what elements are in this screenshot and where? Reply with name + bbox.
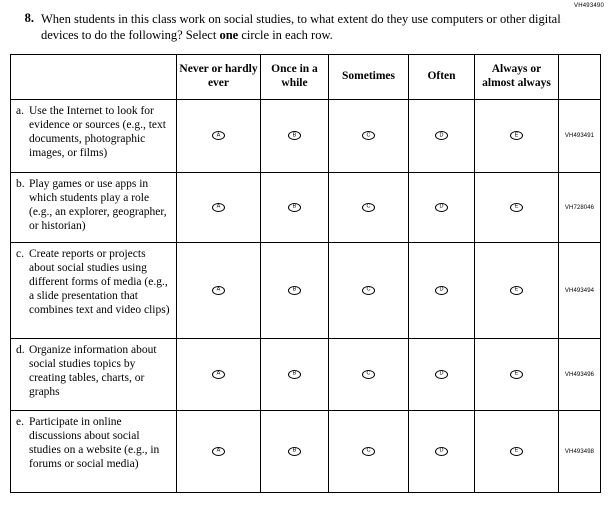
bubble-letter: C (366, 203, 371, 210)
radio-bubble-icon[interactable] (288, 370, 301, 379)
row-stem-c (11, 243, 177, 339)
bubble-letter: D (439, 286, 444, 293)
question-number: 8. (24, 11, 34, 25)
radio-bubble-icon[interactable] (435, 447, 448, 456)
radio-bubble-icon[interactable] (362, 131, 375, 140)
option-e-sometimes[interactable] (329, 411, 409, 493)
table-row (11, 411, 601, 493)
bubble-letter: D (439, 131, 444, 138)
table-row (11, 339, 601, 411)
option-b-sometimes[interactable] (329, 173, 409, 243)
radio-bubble-icon[interactable] (435, 203, 448, 212)
question-prompt (14, 11, 574, 43)
option-b-always-or-almost-always[interactable] (475, 173, 559, 243)
row-letter-a: a. (16, 105, 24, 117)
option-d-often[interactable] (409, 339, 475, 411)
option-d-once-in-a-while[interactable] (261, 339, 329, 411)
matrix-header-row (11, 55, 601, 100)
bubble-letter: A (216, 370, 221, 377)
radio-bubble-icon[interactable] (362, 370, 375, 379)
bubble-letter: E (514, 203, 519, 210)
bubble-letter: B (292, 131, 297, 138)
bubble-letter: B (292, 203, 297, 210)
bubble-letter: C (366, 131, 371, 138)
bubble-letter: A (216, 131, 221, 138)
radio-bubble-icon[interactable] (288, 131, 301, 140)
option-c-often[interactable] (409, 243, 475, 339)
bubble-letter: D (439, 370, 444, 377)
row-text-c: Create reports or projects about social studies using different forms of media (e.g., a slide presentation that combines text and video clips) (29, 248, 170, 317)
row-code-d: VH493496 (559, 339, 601, 411)
radio-bubble-icon[interactable] (362, 286, 375, 295)
option-e-always-or-almost-always[interactable] (475, 411, 559, 493)
table-row (11, 173, 601, 243)
bubble-letter: E (514, 131, 519, 138)
radio-bubble-icon[interactable] (362, 447, 375, 456)
radio-bubble-icon[interactable] (288, 203, 301, 212)
radio-bubble-icon[interactable] (288, 447, 301, 456)
radio-bubble-icon[interactable] (212, 286, 225, 295)
question-text (41, 11, 574, 43)
option-e-never-or-hardly-ever[interactable] (177, 411, 261, 493)
table-row (11, 100, 601, 173)
page-corner-code: VH493490 (574, 3, 604, 9)
radio-bubble-icon[interactable] (435, 286, 448, 295)
radio-bubble-icon[interactable] (435, 370, 448, 379)
radio-bubble-icon[interactable] (212, 370, 225, 379)
bubble-letter: B (292, 447, 297, 454)
bubble-letter: A (216, 286, 221, 293)
bubble-letter: D (439, 203, 444, 210)
bubble-letter: C (366, 447, 371, 454)
radio-bubble-icon[interactable] (362, 203, 375, 212)
radio-bubble-icon[interactable] (510, 447, 523, 456)
header-sometimes: Sometimes (329, 55, 409, 100)
option-a-often[interactable] (409, 100, 475, 173)
option-c-never-or-hardly-ever[interactable] (177, 243, 261, 339)
radio-bubble-icon[interactable] (212, 131, 225, 140)
response-matrix (10, 54, 601, 493)
radio-bubble-icon[interactable] (288, 286, 301, 295)
bubble-letter: E (514, 447, 519, 454)
radio-bubble-icon[interactable] (510, 203, 523, 212)
bubble-letter: C (366, 370, 371, 377)
bubble-letter: E (514, 286, 519, 293)
option-a-sometimes[interactable] (329, 100, 409, 173)
option-b-often[interactable] (409, 173, 475, 243)
option-e-often[interactable] (409, 411, 475, 493)
row-stem-a (11, 100, 177, 173)
option-c-sometimes[interactable] (329, 243, 409, 339)
row-text-d: Organize information about social studies topics by creating tables, charts, or graphs (29, 344, 157, 399)
radio-bubble-icon[interactable] (212, 203, 225, 212)
question-text-emphasis: one (219, 28, 239, 42)
row-stem-b (11, 173, 177, 243)
row-code-a: VH493491 (559, 100, 601, 173)
bubble-letter: B (292, 286, 297, 293)
bubble-letter: A (216, 203, 221, 210)
header-often: Often (409, 55, 475, 100)
bubble-letter: E (514, 370, 519, 377)
option-e-once-in-a-while[interactable] (261, 411, 329, 493)
bubble-letter: B (292, 370, 297, 377)
row-stem-d (11, 339, 177, 411)
option-b-once-in-a-while[interactable] (261, 173, 329, 243)
row-code-e: VH493498 (559, 411, 601, 493)
row-text-a: Use the Internet to look for evidence or sources (e.g., text documents, photographic images, or films) (29, 105, 166, 160)
table-row (11, 243, 601, 339)
header-stem-blank (11, 55, 177, 100)
option-d-sometimes[interactable] (329, 339, 409, 411)
option-b-never-or-hardly-ever[interactable] (177, 173, 261, 243)
row-letter-e: e. (16, 416, 24, 428)
option-c-always-or-almost-always[interactable] (475, 243, 559, 339)
header-once-in-a-while: Once in a while (261, 55, 329, 100)
row-stem-e (11, 411, 177, 493)
row-text-e: Participate in online discussions about social studies on a website (e.g., in forums or social media) (29, 416, 160, 471)
option-c-once-in-a-while[interactable] (261, 243, 329, 339)
option-d-always-or-almost-always[interactable] (475, 339, 559, 411)
option-d-never-or-hardly-ever[interactable] (177, 339, 261, 411)
question-text-part2: circle in each row. (238, 28, 333, 42)
bubble-letter: C (366, 286, 371, 293)
header-code-blank (559, 55, 601, 100)
radio-bubble-icon[interactable] (510, 131, 523, 140)
bubble-letter: D (439, 447, 444, 454)
header-never-or-hardly-ever: Never or hardly ever (177, 55, 261, 100)
row-letter-d: d. (16, 344, 25, 356)
bubble-letter: A (216, 447, 221, 454)
option-a-never-or-hardly-ever[interactable] (177, 100, 261, 173)
row-letter-c: c. (16, 248, 24, 260)
row-code-b: VH728046 (559, 173, 601, 243)
option-a-once-in-a-while[interactable] (261, 100, 329, 173)
question-text-part1: When students in this class work on social studies, to what extent do they use computers or other digital devices to do the following? Select (41, 12, 561, 42)
radio-bubble-icon[interactable] (212, 447, 225, 456)
header-always-or-almost-always: Always or almost always (475, 55, 559, 100)
row-text-b: Play games or use apps in which students play a role (e.g., an explorer, geographer, or historian) (29, 178, 167, 233)
row-code-c: VH493494 (559, 243, 601, 339)
radio-bubble-icon[interactable] (510, 286, 523, 295)
row-letter-b: b. (16, 178, 25, 190)
radio-bubble-icon[interactable] (510, 370, 523, 379)
option-a-always-or-almost-always[interactable] (475, 100, 559, 173)
radio-bubble-icon[interactable] (435, 131, 448, 140)
